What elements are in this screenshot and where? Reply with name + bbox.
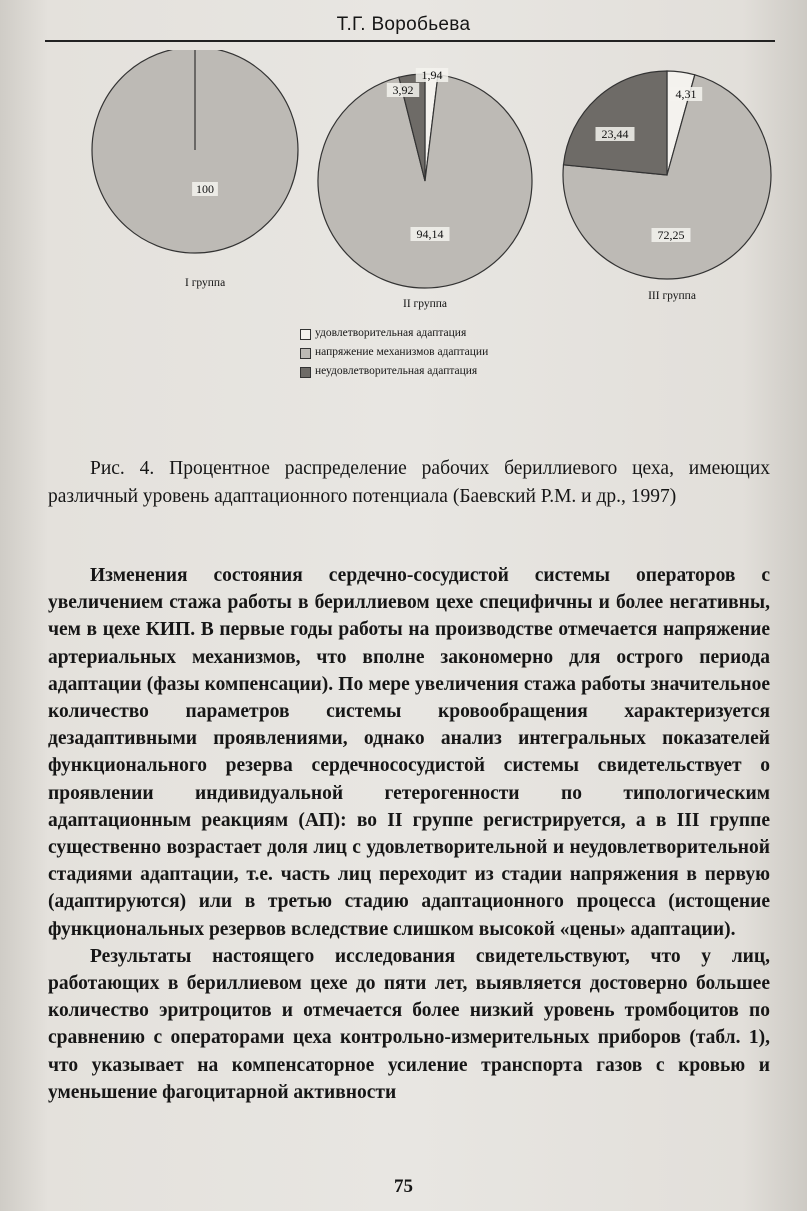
legend-item-satisfactory xyxy=(300,326,540,341)
body-text xyxy=(48,562,770,1106)
chart-legend xyxy=(300,326,540,383)
legend-label-tension: напряжение механизмов адаптации xyxy=(315,346,489,358)
pie-3-data-label-1: 4,31 xyxy=(675,87,697,101)
pie-1-title: I группа xyxy=(185,277,226,289)
pie-3-data-label-3: 23,44 xyxy=(601,127,629,141)
pie-2-title: II группа xyxy=(402,298,448,310)
legend-item-unsatisfactory xyxy=(300,364,540,379)
page-number: 75 xyxy=(394,1176,413,1197)
legend-swatch-satisfactory xyxy=(300,329,311,340)
pie-1-data-label-1: 100 xyxy=(196,182,214,196)
pie-3-title: III группа xyxy=(648,290,696,302)
running-title: Т.Г. Воробьева xyxy=(336,14,471,35)
pie-charts-figure xyxy=(0,50,807,320)
legend-swatch-unsatisfactory xyxy=(300,367,311,378)
legend-swatch-tension xyxy=(300,348,311,359)
pie-2-data-label-3: 3,92 xyxy=(392,83,414,97)
paragraph-1: Изменения состояния сердечно-сосудистой системы операторов с увеличением стажа работы в бериллиевом цехе специфичны и более негативны, чем в цехе КИП. В первые годы работы на производстве отмечается напряжение артериальных механизмов, что вполне закономерно для острого периода адаптации (фазы компенсации). По мере увеличения стажа работы значительное количество параметров системы кровообращения характеризуется дезадаптивными проявлениями, однако анализ интегральных показателей функционального резерва сердечнососудистой системы свидетельствует о проявлении индивидуальной гетерогенности по типологическим адаптационным реакциям (АП): во II группе регистрируется, а в III группе существенно возрастает доля лиц с удовлетворительной и неудовлетворительной стадиями адаптации, т.е. часть лиц переходит из стадии напряжения в первую (адаптируются) или в третью стадию адаптационного процесса (истощение функциональных резервов вследствие слишком высокой «цены» адаптации). xyxy=(48,565,770,940)
header-rule xyxy=(45,40,775,42)
figure-caption: Рис. 4. Процентное распределение рабочих бериллиевого цеха, имеющих различный уровень адаптационного потенциала (Баевский Р.М. и др., 1997) xyxy=(48,458,770,507)
legend-label-unsatisfactory: неудовлетворительная адаптация xyxy=(315,365,478,377)
pie-2-data-label-1: 1,94 xyxy=(421,68,443,82)
legend-item-tension xyxy=(300,345,540,360)
pie-2-data-label-2: 94,14 xyxy=(416,227,444,241)
pie-3-data-label-2: 72,25 xyxy=(657,228,685,242)
paragraph-2: Результаты настоящего исследования свидетельствуют, что у лиц, работающих в бериллиевом цехе до пяти лет, выявляется достоверно большее количество эритроцитов и отмечается более низкий уровень тромбоцитов по сравнению с операторами цеха контрольно-измерительных приборов (табл. 1), что указывает на компенсаторное усиление транспорта газов с кровью и уменьшение фагоцитарной активности xyxy=(48,945,770,1103)
legend-label-satisfactory: удовлетворительная адаптация xyxy=(315,327,467,339)
pie-3-slice-unsatisfactory xyxy=(563,71,667,175)
